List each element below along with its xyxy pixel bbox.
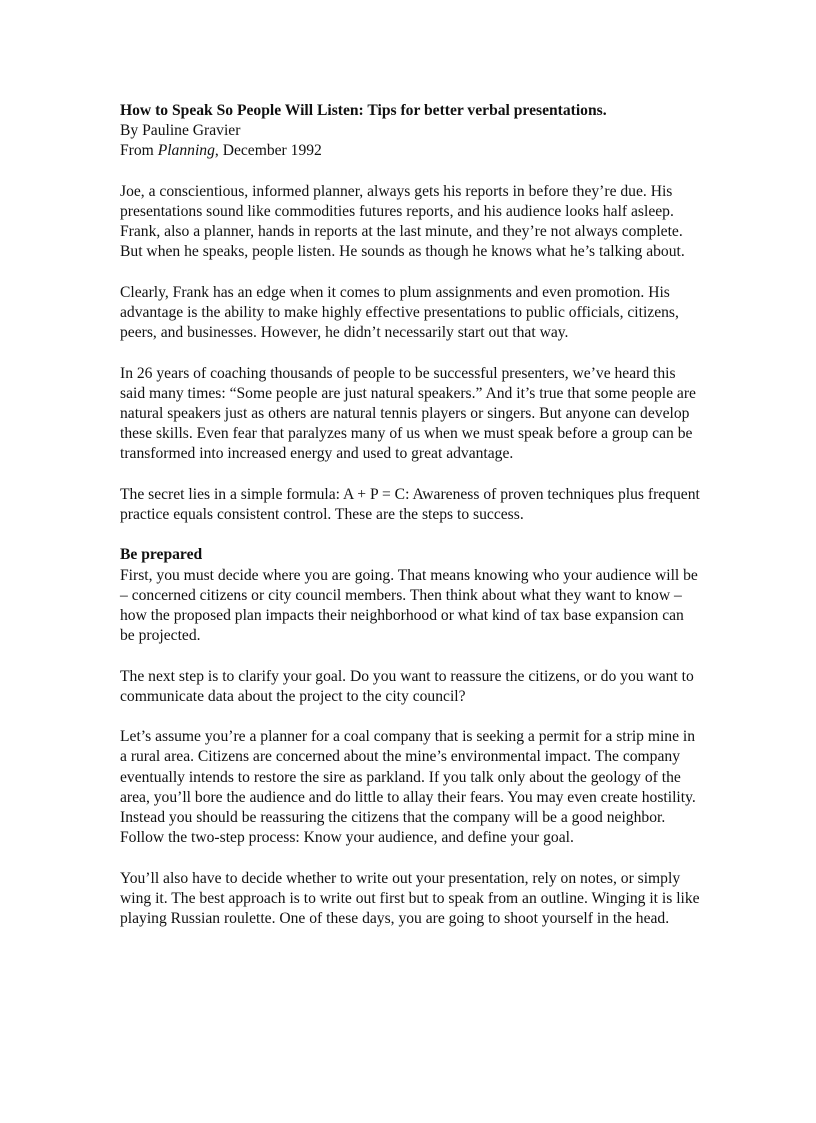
section-heading: Be prepared (120, 546, 203, 564)
body-paragraph: The next step is to clarify your goal. Do you want to reassure the citizens, or do you want to communicate data about the project to the city council? (120, 667, 694, 705)
document-page (120, 101, 700, 949)
body-paragraph: First, you must decide where you are going. That means knowing who your audience will be – concerned citizens or city council members. Then think about what they want to know – how the proposed plan impacts their neighborhood or what kind of tax base expansion can be projected. (120, 566, 698, 645)
body-paragraph: In 26 years of coaching thousands of people to be successful presenters, we’ve heard this said many times: “Some people are just natural speakers.” And it’s true that some people are natural speakers just as others are natural tennis players or singers. But anyone can develop these skills. Even fear that paralyzes many of us when we must speak before a group can be transformed into increased energy and used to great advantage. (120, 364, 696, 463)
body-paragraph: The secret lies in a simple formula: A + P = C: Awareness of proven techniques plus frequent practice equals consistent control. These are the steps to success. (120, 485, 700, 523)
section-be-prepared (120, 545, 700, 929)
body-paragraph: Let’s assume you’re a planner for a coal company that is seeking a permit for a strip mine in a rural area. Citizens are concerned about the mine’s environmental impact. The company eventually intends to restore the sire as parkland. If you talk only about the geology of the area, you’ll bore the audience and do little to allay their fears. You may even create hostility. Instead you should be reassuring the citizens that the company will be a good neighbor. Follow the two-step process: Know your audience, and define your goal. (120, 728, 696, 847)
article-source (120, 141, 700, 161)
body-paragraph: Joe, a conscientious, informed planner, always gets his reports in before they’re due. His presentations sound like commodities futures reports, and his audience looks half asleep. Frank, also a planner, hands in reports at the last minute, and they’re not always complete. But when he speaks, people listen. He sounds as though he knows what he’s talking about. (120, 182, 685, 261)
source-prefix: From (120, 142, 158, 160)
article-byline: By Pauline Gravier (120, 122, 241, 140)
article-title: How to Speak So People Will Listen: Tips for better verbal presentations. (120, 102, 607, 119)
source-publication: Planning (157, 142, 215, 160)
article-header (120, 101, 700, 162)
source-date: , December 1992 (214, 142, 322, 160)
body-paragraph: Clearly, Frank has an edge when it comes to plum assignments and even promotion. His advantage is the ability to make highly effective presentations to public officials, citizens, peers, and businesses. However, he didn’t necessarily start out that way. (120, 283, 679, 342)
body-paragraph: You’ll also have to decide whether to write out your presentation, rely on notes, or simply wing it. The best approach is to write out first but to speak from an outline. Winging it is like playing Russian roulette. One of these days, you are going to shoot yourself in the head. (120, 869, 700, 927)
